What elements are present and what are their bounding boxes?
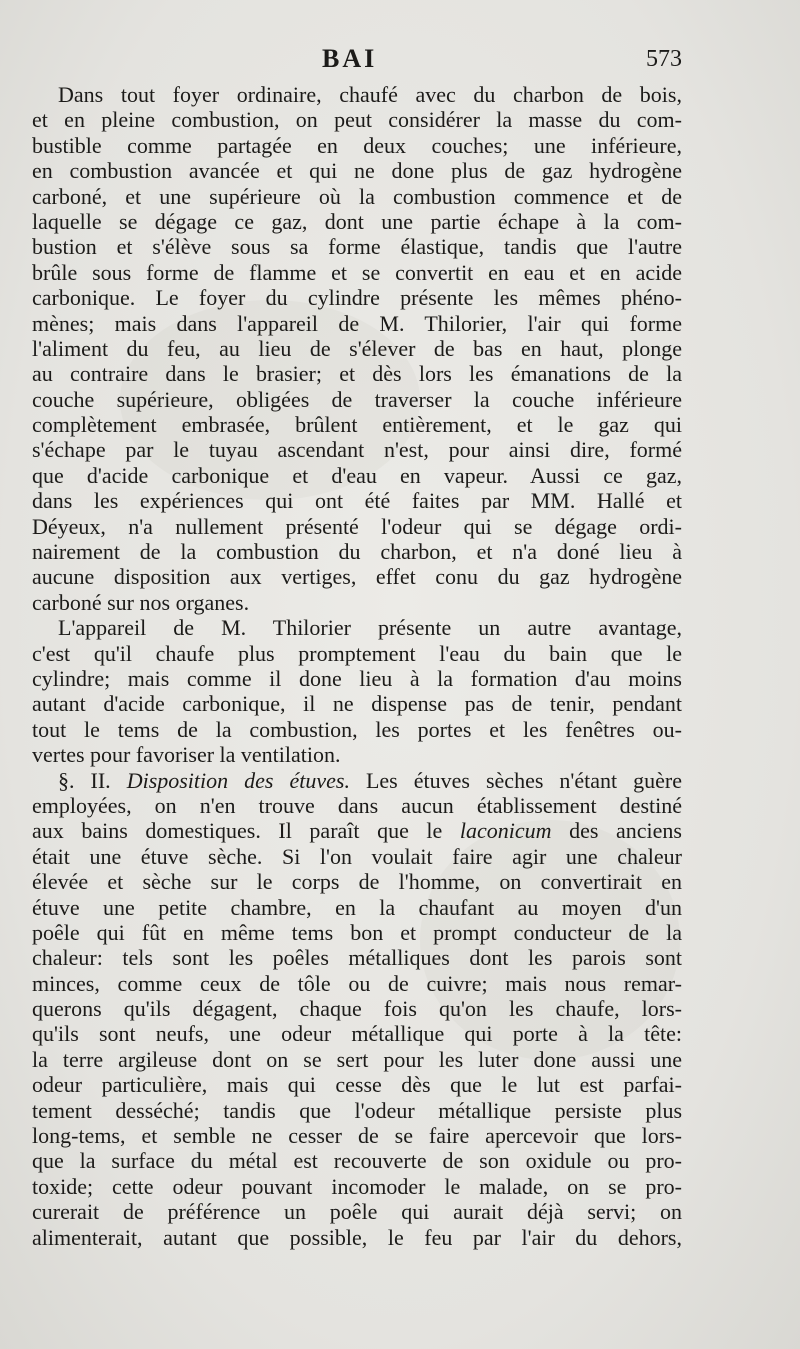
text-line: querons qu'ils dégagent, chaque fois qu'on les chaufe, lors- [32, 996, 682, 1022]
text-line: cylindre; mais comme il done lieu à la formation d'au moins [32, 665, 682, 691]
text-line: toxide; cette odeur pouvant incomoder le malade, on se pro- [32, 1173, 682, 1199]
text-line: Déyeux, n'a nullement présenté l'odeur qui se dégage ordi- [32, 513, 682, 539]
text-line: tout le tems de la combustion, les portes et les fenêtres ou- [32, 716, 682, 742]
text-line: que la surface du métal est recouverte de son oxidule ou pro- [32, 1148, 682, 1174]
text-line: et en pleine combustion, on peut considérer la masse du com- [32, 107, 682, 133]
text-line: mènes; mais dans l'appareil de M. Thilorier, l'air qui forme [32, 310, 682, 336]
text-line: vertes pour favoriser la ventilation. [32, 742, 341, 768]
text-line: L'appareil de M. Thilorier présente un autre avantage, [58, 615, 682, 641]
text-line: qu'ils sont neufs, une odeur métallique qui porte à la tête: [32, 1021, 682, 1047]
page-header [32, 40, 682, 80]
text-line: complètement embrasée, brûlent entièrement, et le gaz qui [32, 412, 682, 438]
page-number: 573 [646, 46, 682, 72]
text-line: étuve une petite chambre, en la chaufant au moyen d'un [32, 894, 682, 920]
text-line: Dans tout foyer ordinaire, chaufé avec du charbon de bois, [58, 82, 682, 107]
text-line: aucune disposition aux vertiges, effet conu du gaz hydrogène [32, 564, 682, 590]
body-text [32, 82, 682, 1250]
text-line: en combustion avancée et qui ne done plus de gaz hydrogène [32, 158, 682, 184]
text-line: carbonique. Le foyer du cylindre présente les mêmes phéno- [32, 285, 682, 311]
text-line: l'aliment du feu, au lieu de s'élever de bas en haut, plonge [32, 335, 682, 361]
text-line: couche supérieure, obligées de traverser la couche inférieure [32, 386, 682, 412]
text-line: bustion et s'élève sous sa forme élastique, tandis que l'autre [32, 234, 682, 260]
text-line: carboné sur nos organes. [32, 589, 250, 615]
text-line: autant d'acide carbonique, il ne dispense pas de tenir, pendant [32, 691, 682, 717]
text-line: nairement de la combustion du charbon, et n'a doné lieu à [32, 539, 682, 565]
text-line: poêle qui fût en même tems bon et prompt conducteur de la [32, 919, 682, 945]
text-line: dans les expériences qui ont été faites par MM. Hallé et [32, 488, 682, 514]
text-line: alimenterait, autant que possible, le feu par l'air du dehors, [32, 1224, 682, 1250]
text-line: s'échape par le tuyau ascendant n'est, pour ainsi dire, formé [32, 437, 682, 463]
text-line [32, 768, 682, 793]
text-line: odeur particulière, mais qui cesse dès que le lut est parfai- [32, 1072, 682, 1098]
text-line: aux bains domestiques. Il paraît que le laconicum des anciens [32, 818, 682, 844]
text-line: long-tems, et semble ne cesser de se faire apercevoir que lors- [32, 1123, 682, 1149]
running-head: BAI [322, 44, 378, 73]
text-line: bustible comme partagée en deux couches; une inférieure, [32, 132, 682, 158]
text-line: c'est qu'il chaufe plus promptement l'eau du bain que le [32, 640, 682, 666]
italic-word: laconicum [459, 818, 552, 844]
text-line: laquelle se dégage ce gaz, dont une partie échape à la com- [32, 208, 682, 234]
text-line-segment: Les étuves sèches n'étant guère [349, 767, 682, 793]
text-line: tement desséché; tandis que l'odeur métallique persiste plus [32, 1097, 682, 1123]
text-line: était une étuve sèche. Si l'on voulait faire agir une chaleur [32, 843, 682, 869]
text-line: au contraire dans le brasier; et dès lors les émanations de la [32, 361, 682, 387]
text-line: minces, comme ceux de tôle ou de cuivre; mais nous remar- [32, 970, 682, 996]
text-line: que d'acide carbonique et d'eau en vapeur. Aussi ce gaz, [32, 462, 682, 488]
text-line: carboné, et une supérieure où la combustion commence et de [32, 183, 682, 209]
text-line: élevée et sèche sur le corps de l'homme, on convertirait en [32, 869, 682, 895]
text-line: chaleur: tels sont les poêles métalliques dont les parois sont [32, 945, 682, 971]
section-heading-italic: Disposition des étuves. [126, 767, 350, 793]
text-line-segment: §. II. [58, 767, 127, 793]
text-line: brûle sous forme de flamme et se convertit en eau et en acide [32, 259, 682, 285]
text-line: curerait de préférence un poêle qui aurait déjà servi; on [32, 1199, 682, 1225]
text-line: employées, on n'en trouve dans aucun établissement destiné [32, 792, 682, 818]
text-line: la terre argileuse dont on se sert pour les luter done aussi une [32, 1046, 682, 1072]
